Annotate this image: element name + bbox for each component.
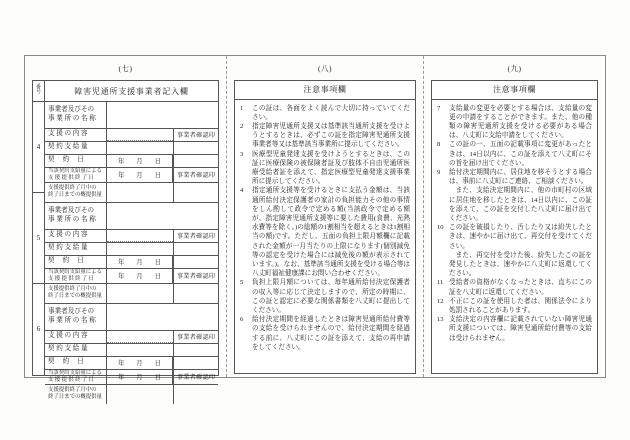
stamp-spacer-4a — [173, 142, 218, 154]
note-paragraph: 医療型児童発達支援を受けようとするときは、この証に医療保険の被保険者証及び肢体不自由児通所医療受給者証を添えて、指定医療型児童発達支援事業所に提示してください。 — [252, 150, 410, 186]
row-contract-date-6 — [45, 357, 218, 370]
notes-list-nine — [432, 100, 597, 373]
note-text — [449, 104, 592, 141]
provider-entry-title: 障害児通所支援事業者記入欄 — [45, 81, 218, 102]
input-provider-name-5[interactable] — [107, 203, 218, 229]
stamp-spacer-5a — [173, 243, 218, 255]
note-paragraph: 指定通所支援等を受けるときに支払う金額は、当該通所給付決定保護者の家計の負担能力その他の事情をしん酌して政令で定める額(当該政令で定める額が、指定障害児通所支援等に要した費用(食費、光熱水費等を除く。)の総額の1割相当を超えるときは1割相当の額)です。ただし、五面の負担上限月額欄に記載された金額が一月当たりの上限になります(個別減免等の認定を受けた場合には減免後の額が表示されています。)。なお、基準該当通所支援を受ける場合等は八丈町福祉健康課にお問い合わせください。 — [252, 187, 410, 278]
row-support-content-6 — [45, 331, 218, 344]
label-contract-amount-4: 契 約 支 給 量 — [45, 142, 107, 154]
note-text — [252, 186, 410, 278]
note-item — [239, 104, 410, 122]
note-paragraph: 不正にこの証を使用した者は、関係法令により処罰されることがあります。 — [449, 297, 592, 314]
row-end-date-5 — [45, 269, 218, 284]
note-number: 10 — [437, 224, 444, 232]
note-number: 5 — [240, 279, 244, 287]
row-number-column — [33, 81, 45, 375]
input-remaining-5[interactable] — [107, 284, 173, 303]
note-paragraph: 支給決定の内容欄に記載されていない障害児通所支援については、障害児通所給付費等の支給は受けられません。 — [449, 316, 592, 342]
end-month-4: 月 — [136, 172, 143, 179]
input-contract-amount-5[interactable] — [107, 243, 173, 255]
label-contract-date-4: 契 約 日 — [45, 155, 107, 167]
note-text — [252, 278, 410, 315]
label-end-date-6: 当該契約支給量による 支 援 提 供 終 了 日 — [45, 370, 107, 384]
stamp-support-6[interactable]: 事業者確認印 — [173, 331, 218, 343]
input-contract-amount-6[interactable] — [107, 344, 173, 356]
note-number: 1 — [240, 104, 244, 112]
panel-eight — [227, 56, 423, 377]
row-contract-amount-5 — [45, 243, 218, 256]
panel-seven — [25, 56, 226, 400]
row-contract-amount-4 — [45, 142, 218, 155]
stamp-spacer-5b — [173, 256, 218, 268]
provider-block-5 — [45, 203, 218, 304]
row-contract-date-4 — [45, 155, 218, 168]
stamp-spacer-6b — [173, 357, 218, 369]
note-item — [239, 122, 410, 150]
note-paragraph: 給付決定期間を経過したときは障害児通所給付費等の支給を受けられませんので、給付決定期間を経過する前に、八丈町にこの証を添えて、支給の再申請をしてください。 — [252, 316, 410, 351]
panel-eight-number: (八) — [318, 64, 332, 73]
provider-block-4 — [45, 102, 218, 203]
note-item — [436, 140, 592, 168]
label-support-content-5: 支 援 の 内 容 — [45, 230, 107, 242]
input-end-date-5[interactable] — [107, 269, 173, 283]
note-paragraph: 指定障害児通所支援又は基準該当通所支援を受けようとするときは、必ずこの証を指定障害児通所支援事業者等又は基準該当事業所に提示してください。 — [252, 122, 410, 149]
note-item — [239, 278, 410, 315]
row-number-6: 6 — [36, 325, 41, 334]
input-contract-date-5[interactable] — [107, 256, 173, 268]
label-contract-date-5: 契 約 日 — [45, 256, 107, 268]
label-end-date-5: 当該契約支給量による 支 援 提 供 終 了 日 — [45, 269, 107, 283]
date-year-5: 年 — [117, 259, 125, 266]
label-support-content-4: 支 援 の 内 容 — [45, 129, 107, 141]
note-item — [436, 278, 592, 296]
note-number: 6 — [240, 316, 244, 324]
note-text — [449, 278, 592, 296]
label-contract-date-6: 契 約 日 — [45, 357, 107, 369]
date-year-6: 年 — [117, 360, 125, 367]
label-contract-amount-5: 契 約 支 給 量 — [45, 243, 107, 255]
provider-block-6 — [45, 304, 218, 404]
note-paragraph: 給付決定期間内に、居住地を移そうとする場合は、事前に八丈町にご連絡、ご相談ください。 — [449, 168, 592, 186]
input-provider-name-6[interactable] — [107, 304, 218, 330]
stamp-spacer-6a — [173, 344, 218, 356]
provider-entry-table — [32, 80, 219, 400]
notes-list-eight — [235, 100, 415, 373]
input-contract-date-6[interactable] — [107, 357, 173, 369]
label-provider-name-4: 事業者及びその 事 業 所 の 名 称 — [45, 102, 107, 128]
note-paragraph: 支給量の変更を必要とする場合は、支給量の変更の申請をすることができます。また、他の種類の障害児通所支援を受ける必要がある場合は、八丈町に支給申請をしてください。 — [449, 104, 592, 140]
note-paragraph: この証の一、五面の記載事項に変更があったときは、14日以内に、この証を添えて八丈町にその旨を届け出てください。 — [449, 141, 592, 167]
label-end-date-4: 当該契約支給量による 支 援 提 供 終 了 日 — [45, 168, 107, 182]
note-text — [252, 104, 410, 122]
stamp-end-6[interactable]: 事業者確認印 — [173, 370, 218, 384]
row-support-content-4 — [45, 129, 218, 142]
panel-nine-number: (九) — [507, 64, 522, 73]
note-text — [449, 168, 592, 223]
note-number: 7 — [437, 104, 441, 112]
row-end-date-6 — [45, 370, 218, 385]
note-text — [252, 122, 410, 150]
note-paragraph: 受給者の資格がなくなったときは、直ちにこの証を八丈町に返還してください。 — [449, 279, 592, 296]
row-provider-name-4 — [45, 102, 218, 129]
provider-entry-body — [45, 81, 218, 400]
row-support-content-5 — [45, 230, 218, 243]
row-number-4: 4 — [33, 102, 44, 193]
label-support-content-6: 支 援 の 内 容 — [45, 331, 107, 343]
panel-nine — [424, 56, 605, 377]
end-day-6: 日 — [154, 374, 162, 381]
notes-title-nine: 注意事項欄 — [432, 81, 597, 100]
row-provider-name-6 — [45, 304, 218, 331]
note-number: 9 — [437, 168, 441, 176]
note-text — [449, 223, 592, 278]
end-month-6: 月 — [136, 374, 143, 381]
input-end-date-4[interactable] — [107, 168, 173, 182]
stamp-support-4[interactable]: 事業者確認印 — [173, 129, 218, 141]
end-month-5: 月 — [136, 273, 143, 280]
note-number: 3 — [240, 150, 244, 158]
stamp-end-4[interactable]: 事業者確認印 — [173, 168, 218, 182]
note-paragraph: また、再交付を受けた後、紛失したこの証を発見したときは、速やかに八丈町に返還してください。 — [449, 251, 592, 278]
panel-seven-number: (七) — [118, 64, 133, 73]
input-support-content-6[interactable] — [107, 331, 173, 343]
input-contract-date-4[interactable] — [107, 155, 173, 167]
note-paragraph: 負担上限月額については、毎年通所給付決定保護者の収入等に応じて決定しますので、所定の時期に、この証と認定に必要な関係書類を八丈町に提出してください。 — [252, 279, 410, 314]
note-number: 2 — [240, 122, 244, 130]
input-end-date-6[interactable] — [107, 370, 173, 384]
end-year-4: 年 — [117, 172, 125, 179]
end-year-5: 年 — [117, 273, 125, 280]
form-sheet — [24, 55, 606, 400]
note-item — [239, 150, 410, 187]
row-remaining-6 — [45, 385, 218, 404]
end-year-6: 年 — [117, 374, 125, 381]
row-provider-name-5 — [45, 203, 218, 230]
note-item — [436, 297, 592, 315]
note-paragraph: この証を破損したり、汚したり又は紛失したときは、速やかに届け出て、再交付を受けてください。 — [449, 224, 592, 250]
input-support-content-4[interactable] — [107, 129, 173, 141]
note-text — [449, 297, 592, 315]
note-item — [239, 186, 410, 278]
note-item — [239, 315, 410, 352]
note-item — [436, 168, 592, 223]
input-contract-amount-4[interactable] — [107, 142, 173, 154]
label-remaining-6: 支援提供終了月中の 終了日までの概提供量 — [45, 385, 107, 404]
note-text — [252, 150, 410, 187]
label-contract-amount-6: 契 約 支 給 量 — [45, 344, 107, 356]
date-month-5: 月 — [136, 259, 143, 266]
input-remaining-6[interactable] — [107, 385, 173, 404]
note-text — [252, 315, 410, 352]
label-remaining-5: 支援提供終了月中の 終了日までの概提供量 — [45, 284, 107, 303]
end-day-5: 日 — [154, 273, 162, 280]
note-number: 13 — [437, 316, 444, 324]
notes-box-eight — [234, 80, 416, 374]
label-provider-name-5: 事業者及びその 事 業 所 の 名 称 — [45, 203, 107, 229]
note-text — [449, 315, 592, 343]
stamp-spacer-4c — [173, 183, 218, 202]
note-text — [449, 140, 592, 168]
input-support-content-5[interactable] — [107, 230, 173, 242]
row-end-date-4 — [45, 168, 218, 183]
note-item — [436, 223, 592, 278]
stamp-spacer-6c — [173, 385, 218, 404]
stamp-end-5[interactable]: 事業者確認印 — [173, 269, 218, 283]
row-contract-amount-6 — [45, 344, 218, 357]
stamp-spacer-5c — [173, 284, 218, 303]
date-day-6: 日 — [154, 360, 162, 367]
note-number: 4 — [240, 187, 244, 195]
note-number: 12 — [437, 297, 444, 305]
notes-title-eight: 注意事項欄 — [235, 81, 415, 100]
label-provider-name-6: 事業者及びその 事 業 所 の 名 称 — [45, 304, 107, 330]
note-number: 8 — [437, 141, 441, 149]
input-remaining-4[interactable] — [107, 183, 173, 202]
notes-box-nine — [431, 80, 598, 374]
note-paragraph: また、支給決定期間内に、他の市町村の区域に居住地を移したときは、14日以内に、この証を添えて、この証を交付した八丈町に届け出てください。 — [449, 187, 592, 222]
input-provider-name-4[interactable] — [107, 102, 218, 128]
date-month-4: 月 — [136, 158, 143, 165]
row-remaining-5 — [45, 284, 218, 303]
label-remaining-4: 支援提供終了月中の 終了日までの概提供量 — [45, 183, 107, 202]
row-remaining-4 — [45, 183, 218, 202]
note-item — [436, 315, 592, 343]
date-day-4: 日 — [154, 158, 162, 165]
note-paragraph: この証は、各面をよく読んで大切に持っていてください。 — [252, 104, 410, 121]
end-day-4: 日 — [154, 172, 162, 179]
row-contract-date-5 — [45, 256, 218, 269]
note-number: 11 — [437, 279, 444, 287]
stamp-spacer-4b — [173, 155, 218, 167]
date-year-4: 年 — [117, 158, 125, 165]
date-day-5: 日 — [154, 259, 162, 266]
row-number-header: 番 号 — [33, 81, 44, 102]
stamp-support-5[interactable]: 事業者確認印 — [173, 230, 218, 242]
date-month-6: 月 — [136, 360, 143, 367]
note-item — [436, 104, 592, 141]
row-number-5: 5 — [33, 193, 44, 284]
